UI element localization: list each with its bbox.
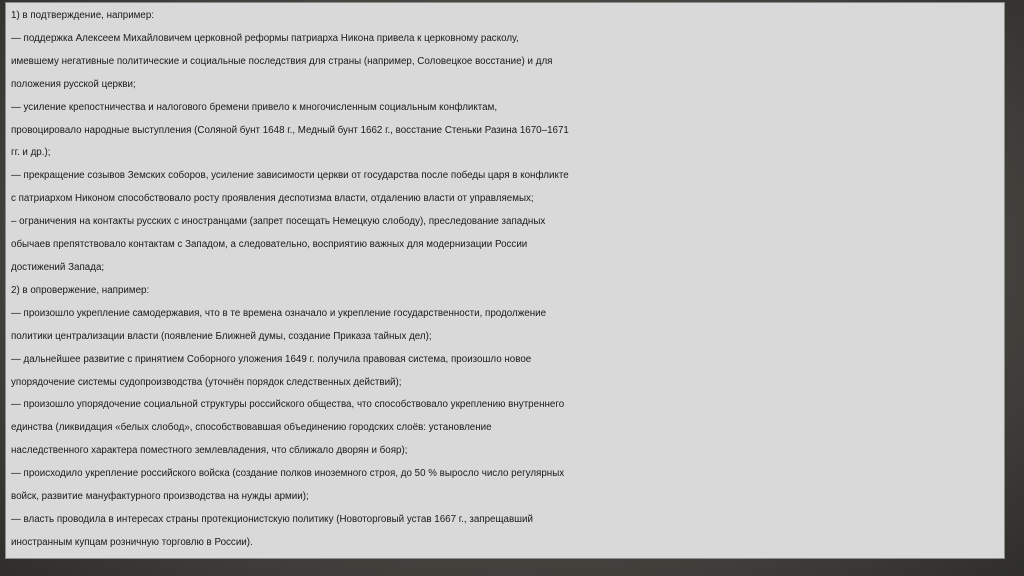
- text-line: достижений Запада;: [11, 261, 105, 273]
- text-line: положения русской церкви;: [11, 78, 136, 90]
- text-line: — дальнейшее развитие с принятием Соборного уложения 1649 г. получила правовая система, произошло новое: [11, 353, 532, 365]
- text-line: войск, развитие мануфактурного производства на нужды армии);: [11, 491, 309, 503]
- text-line: политики централизации власти (появление Ближней думы, создание Приказа тайных дел);: [11, 330, 432, 342]
- text-line: — прекращение созывов Земских соборов, усиление зависимости церкви от государства после победы царя в конфликте: [11, 170, 569, 182]
- text-line: — поддержка Алексеем Михайловичем церковной реформы патриарха Никона привела к церковному расколу,: [11, 32, 519, 44]
- text-line: — происходило укрепление российского войска (создание полков иноземного строя, до 50 % выросло число регулярных: [11, 468, 565, 480]
- text-line: обычаев препятствовало контактам с Западом, а следовательно, восприятию важных для модернизации России: [11, 239, 528, 251]
- text-line: единства (ликвидация «белых слобод», способствовавшая объединению городских слоёв: установление: [11, 422, 492, 434]
- text-line: провоцировало народные выступления (Соляной бунт 1648 г., Медный бунт 1662 г., восстание Стеньки Разина 1670–1671: [11, 124, 569, 136]
- text-line: упорядочение системы судопроизводства (уточнён порядок следственных действий);: [11, 376, 402, 388]
- text-line: с патриархом Никоном способствовало росту проявления деспотизма власти, отдалению власти от управляемых;: [11, 193, 534, 205]
- text-line: — произошло упорядочение социальной структуры российского общества, что способствовало укреплению внутреннего: [11, 399, 565, 411]
- text-line: иностранным купцам розничную торговлю в России).: [11, 536, 253, 548]
- text-line: гг. и др.);: [11, 147, 51, 159]
- text-line: 1) в подтверждение, например:: [11, 10, 155, 21]
- text-box: [5, 2, 1005, 559]
- text-line: имевшему негативные политические и социальные последствия для страны (например, Соловецкое восстание) и для: [11, 55, 553, 67]
- text-line: 2) в опровержение, например:: [11, 284, 150, 296]
- text-line: — усиление крепостничества и налогового бремени привело к многочисленным социальным конфликтам,: [11, 101, 498, 113]
- text-line: – ограничения на контакты русских с иностранцами (запрет посещать Немецкую слободу), преследование западных: [11, 216, 546, 228]
- text-line: наследственного характера поместного землевладения, что сближало дворян и бояр);: [11, 445, 408, 457]
- text-line: — произошло укрепление самодержавия, что в те времена означало и укрепление государственности, продолжение: [11, 307, 547, 319]
- text-line: — власть проводила в интересах страны протекционистскую политику (Новоторговый устав 1667 г., запрещавший: [11, 513, 533, 525]
